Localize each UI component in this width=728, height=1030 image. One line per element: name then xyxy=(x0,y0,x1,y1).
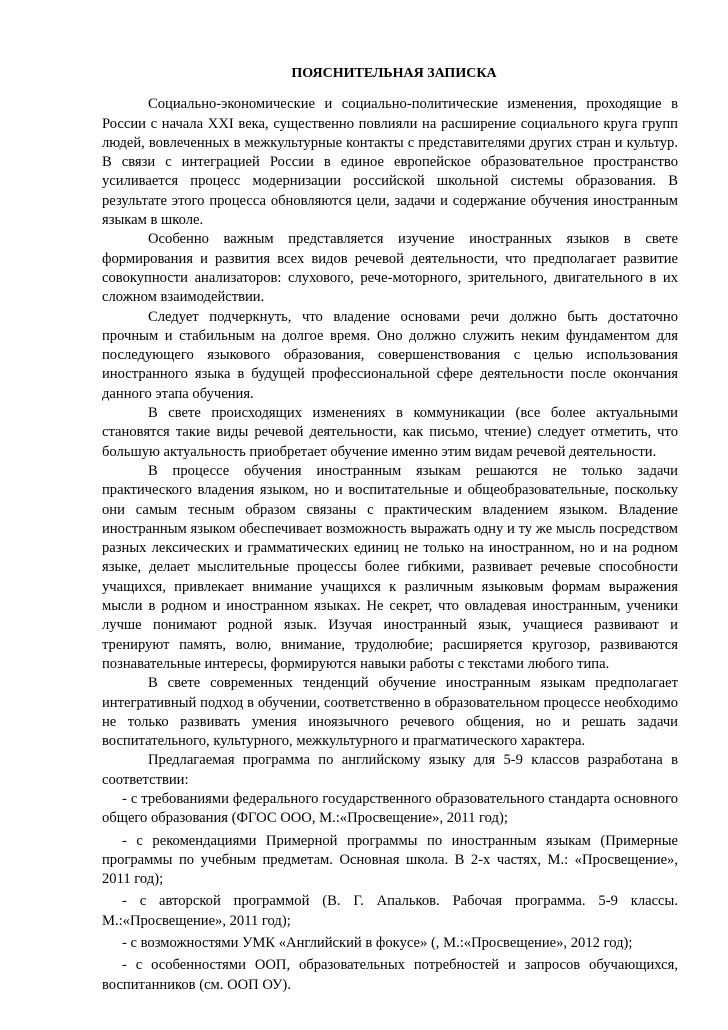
list-item-example-program: - с рекомендациями Примерной программы по иностранным языкам (Примерные программы по учебным предметам. Основная школа. В 2-х частях, М.: «Просвещение», 2011 год); xyxy=(102,832,678,888)
list-item-fgos: - с требованиями федерального государственного образовательного стандарта основного общего образования (ФГОС ООО, М.:«Просвещение», 2011 год); xyxy=(102,790,678,827)
document-page xyxy=(102,64,678,995)
list-item-umk: - с возможностями УМК «Английский в фокусе» (, М.:«Просвещение», 2012 год); xyxy=(122,935,633,952)
document-title: ПОЯСНИТЕЛЬНАЯ ЗАПИСКА xyxy=(291,66,497,81)
paragraph-speech-activities: Особенно важным представляется изучение иностранных языков в свете формирования и развития всех видов речевой деятельности, что предполагает развитие совокупности анализаторов: слухового, рече-моторного, зрительного, двигательного в их сложном взаимодействии. xyxy=(102,231,678,306)
list-item-author-program: - с авторской программой (В. Г. Апальков. Рабочая программа. 5-9 классы. М.:«Просвещение», 2011 год); xyxy=(102,893,678,929)
paragraph-learning-process: В процессе обучения иностранным языкам решаются не только задачи практического владения языком, но и воспитательные и общеобразовательные, поскольку они самым тесным образом связаны с практическим владением языком. Владение иностранным языком обеспечивает возможность выражать одну и ту же мысль посредством разных лексических и грамматических единиц не только на иностранном, но и на родном языке, делает мыслительные процессы более гибкими, развивает речевые способности учащихся, привлекает внимание учащихся к различным языковым формам выражения мысли в родном и иностранном языках. Не секрет, что овладевая иностранным, ученики лучше понимают родной язык. Изучая иностранный язык, учащиеся развивают и тренируют память, волю, внимание, трудолюбие; расширяется кругозор, развиваются познавательные интересы, формируются навыки работы с текстами любого типа. xyxy=(102,462,678,672)
list-item-oop: - с особенностями ООП, образовательных потребностей и запросов обучающихся, воспитанников (см. ООП ОУ). xyxy=(102,957,678,993)
paragraph-program-basis: Предлагаемая программа по английскому языку для 5-9 классов разработана в соответствии: xyxy=(102,752,678,788)
paragraph-speech-foundation: Следует подчеркнуть, что владение основами речи должно быть достаточно прочным и стабильным на долгое время. Оно должно служить неким фундаментом для последующего языкового образования, совершенствования с целью использования иностранного языка в будущей профессиональной сфере деятельности после окончания данного этапа обучения. xyxy=(102,308,678,402)
paragraph-communication-changes: В свете происходящих изменениях в коммуникации (все более актуальными становятся такие виды речевой деятельности, как письмо, чтение) следует отметить, что большую актуальность приобретает обучение именно этим видам речевой деятельности. xyxy=(102,405,678,460)
paragraph-intro: Социально-экономические и социально-политические изменения, проходящие в России с начала XXI века, существенно повлияли на расширение социального круга групп людей, вовлеченных в межкультурные контакты с представителями других стран и культур. В связи с интеграцией России в единое европейское образовательное пространство усиливается процесс модернизации российской школьной системы образования. В результате этого процесса обновляются цели, задачи и содержание обучения иностранным языкам в школе. xyxy=(102,96,678,229)
paragraph-modern-trends: В свете современных тенденций обучение иностранным языкам предполагает интегративный подход в обучении, соответственно в образовательном процессе необходимо не только развивать умения иноязычного речевого общения, но и решать задачи воспитательного, культурного, межкультурного и прагматического характера. xyxy=(102,675,678,750)
